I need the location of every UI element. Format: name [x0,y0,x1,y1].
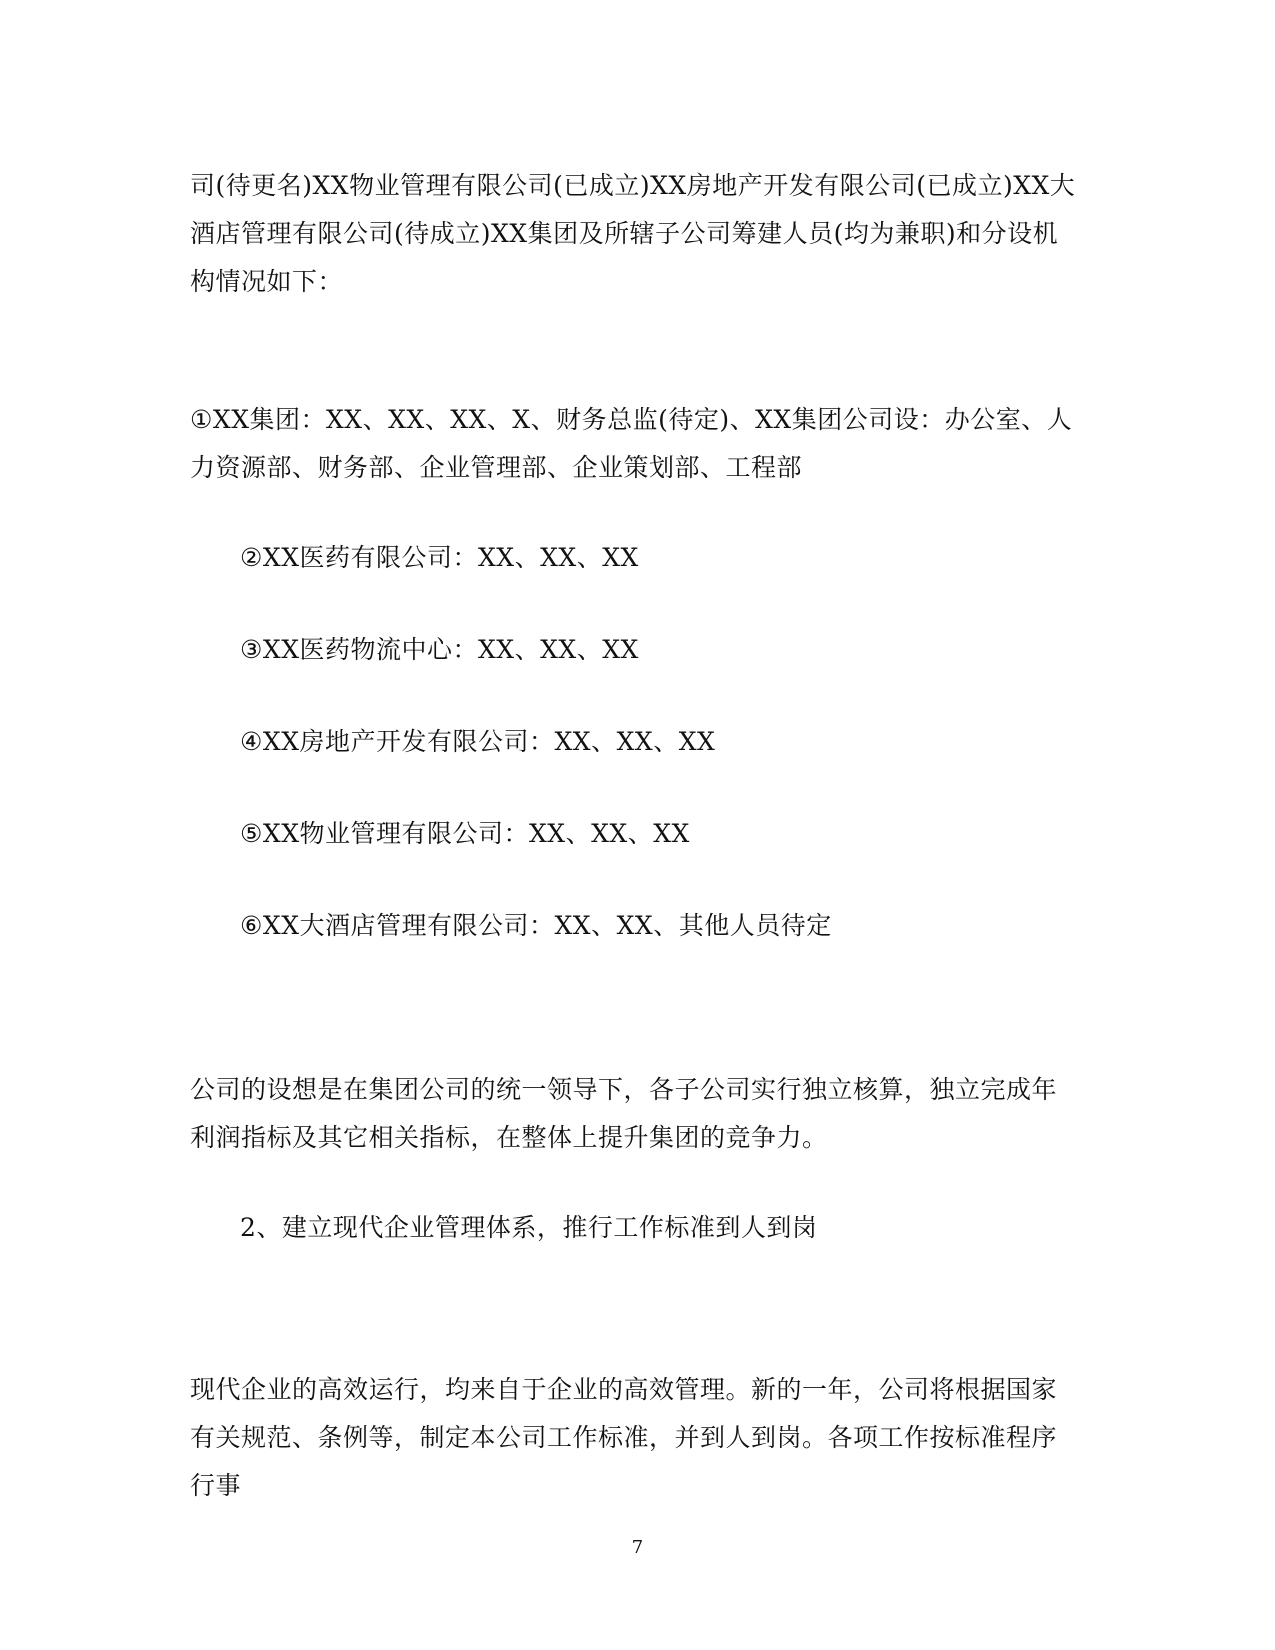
paragraph-intro: 司(待更名)XX物业管理有限公司(已成立)XX房地产开发有限公司(已成立)XX大酒店管理有限公司(待成立)XX集团及所辖子公司筹建人员(均为兼职)和分设机构情况如下： [190,171,1076,296]
section-heading-2: 2、建立现代企业管理体系，推行工作标准到人到岗 [240,1213,818,1242]
paragraph-item-4: ④XX房地产开发有限公司：XX、XX、XX [240,727,716,756]
paragraph-item-3: ③XX医药物流中心：XX、XX、XX [240,635,639,664]
paragraph-modern-management: 现代企业的高效运行，均来自于企业的高效管理。新的一年，公司将根据国家有关规范、条例等，制定本公司工作标准，并到人到岗。各项工作按标准程序行事 [190,1375,1058,1500]
paragraph-item-2: ②XX医药有限公司：XX、XX、XX [240,543,639,572]
paragraph-concept: 公司的设想是在集团公司的统一领导下，各子公司实行独立核算，独立完成年利润指标及其它相关指标，在整体上提升集团的竞争力。 [190,1075,1058,1152]
paragraph-item-6: ⑥XX大酒店管理有限公司：XX、XX、其他人员待定 [240,911,832,940]
page-number: 7 [631,1537,644,1558]
paragraph-item-1: ①XX集团：XX、XX、XX、X、财务总监(待定)、XX集团公司设：办公室、人力资源部、财务部、企业管理部、企业策划部、工程部 [190,405,1073,482]
paragraph-item-5: ⑤XX物业管理有限公司：XX、XX、XX [240,819,690,848]
